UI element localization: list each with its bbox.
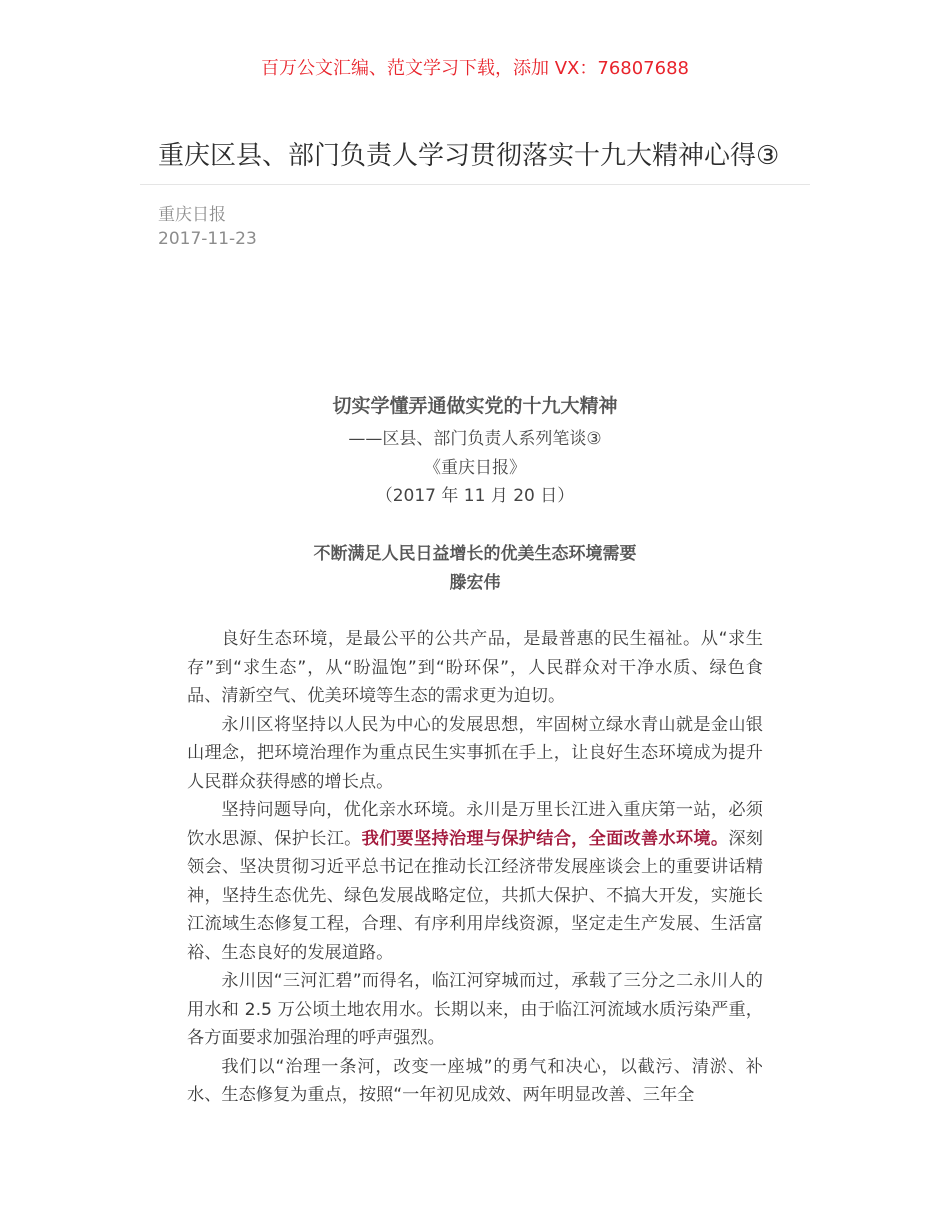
- article-source: 重庆日报: [158, 205, 226, 225]
- page-title: 重庆区县、部门负责人学习贯彻落实十九大精神心得③: [158, 141, 780, 171]
- paragraph: 我们以“治理一条河，改变一座城”的勇气和决心，以截污、清淤、补水、生态修复为重点，按照“一年初见成效、两年明显改善、三年全: [187, 1056, 763, 1105]
- title-divider: [140, 184, 810, 185]
- section-heading: 不断满足人民日益增长的优美生态环境需要: [313, 544, 637, 564]
- article-body: [187, 625, 763, 1110]
- document-pub-date: （2017 年 11 月 20 日）: [375, 486, 575, 506]
- paragraph-text: 坚持问题导向，优化亲水环境。永川是万里长江进入重庆第一站，必须饮水思源、保护长江。: [187, 800, 763, 849]
- article-meta: [158, 203, 257, 251]
- document-publication: 《重庆日报》: [424, 458, 526, 478]
- paragraph: 永川区将坚持以人民为中心的发展思想，牢固树立绿水青山就是金山银山理念，把环境治理作为重点民生实事抓在手上，让良好生态环境成为提升人民群众获得感的增长点。: [187, 714, 763, 792]
- paragraph-text: 深刻领会、坚决贯彻习近平总书记在推动长江经济带发展座谈会上的重要讲话精神，坚持生态优先、绿色发展战略定位，共抓大保护、不搞大开发，实施长江流域生态修复工程，合理、有序利用岸线资源，坚定走生产发展、生活富裕、生态良好的发展道路。: [187, 828, 763, 963]
- document-subtitle: ——区县、部门负责人系列笔谈③: [348, 429, 602, 449]
- paragraph: 永川因“三河汇碧”而得名，临江河穿城而过，承载了三分之二永川人的用水和 2.5 万公顷土地农用水。长期以来，由于临江河流域水质污染严重，各方面要求加强治理的呼声强烈。: [187, 971, 763, 1048]
- promo-banner: 百万公文汇编、范文学习下载，添加 VX：76807688: [261, 58, 689, 79]
- paragraph: 良好生态环境，是最公平的公共产品，是最普惠的民生福祉。从“求生存”到“求生态”，从“盼温饱”到“盼环保”，人民群众对干净水质、绿色食品、清新空气、优美环境等生态的需求更为迫切。: [187, 629, 763, 706]
- section-author: 滕宏伟: [449, 573, 501, 593]
- emphasis-text: 我们要坚持治理与保护结合，全面改善水环境。: [361, 828, 729, 849]
- document-heading: 切实学懂弄通做实党的十九大精神: [332, 395, 618, 417]
- paragraph: [187, 796, 763, 967]
- article-date: 2017-11-23: [158, 229, 257, 249]
